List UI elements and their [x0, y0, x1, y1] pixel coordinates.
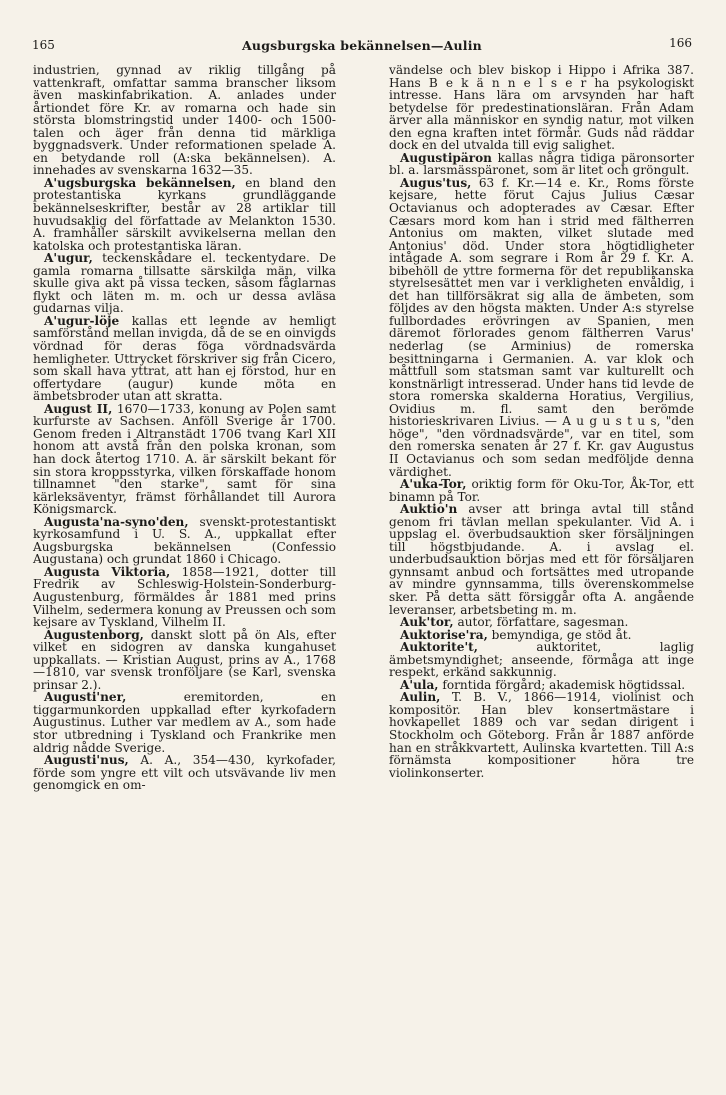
dictionary-entry: August II, 1670—1733, konung av Polen samt kurfurste av Sachsen. Anföll Sverige år 1700. Genom freden i Altranstädt 1706 tvang Karl XII honom att avstå från den polska kronan, som han dock återtog 1710. A. är särskilt bekant för sin stora kroppsstyrka, vilken förskaffade honom tillnamnet "den starke", samt för sina kärleksäventyr, främst förhållandet till Aurora Königsmarck. [33, 401, 336, 517]
dictionary-entry: Auktorise'ra, bemyndiga, ge stöd åt. [400, 627, 632, 642]
dictionary-entry: Auk'tor, autor, författare, sagesman. [400, 615, 629, 630]
dictionary-entry: Auktio'n avser att bringa avtal till stånd genom fri tävlan mellan spekulanter. Vid A. i uppslag el. överbudsauktion sker försäljningen till högstbjudande. A. i avslag el. underbudsauktion börjas med ett för försäljaren gynnsamt anbud och fortsättes med utropande av mindre gynnsamma, tills överenskommelse sker. På detta sätt försiggår ofta A. angående leveranser, arbetsbeting m. m. [389, 502, 694, 617]
headword: Auktorite't, [400, 640, 478, 655]
headword: Augustipäron [400, 150, 492, 165]
dictionary-entry: Augustenborg, danskt slott på ön Als, efter vilket en sidogren av danska kungahuset uppkallats. — Kristian August, prins av A., 1768—1810, var svensk tronföljare (se Karl, svenska prinsar 2.). [33, 627, 336, 692]
dictionary-entry: A'ugsburgska bekännelsen, en bland den protestantiska kyrkans grundläggande bekännelseskrifter, består av 28 artiklar till huvudsaklig del författade av Melankton 1530. A. framhåller särskilt avvikelserna mellan den katolska och protestantiska läran. [33, 175, 336, 253]
dictionary-entry: A'ugur, teckenskådare el. teckentydare. De gamla romarna tillsatte särskilda män, vilka skulle giva akt på vissa tecken, såsom fåglarnas flykt och läten m. m. och ur dessa avläsa gudarnas vilja. [33, 251, 336, 316]
headword: Augusti'nus, [44, 753, 129, 768]
headword: A'ugsburgska bekännelsen, [44, 175, 236, 190]
page-number-right: 166 [669, 36, 692, 50]
running-header [32, 36, 692, 56]
dictionary-entry: industrien, gynnad av riklig tillgång på vattenkraft, omfattar samma branscher liksom även maskinfabrikation. A. anlades under årtiondet före Kr. av romarna och hade sin största blomstringstid under 1400- och 1500-talen och äger från denna tid märkliga byggnadsverk. Under reformationen spelade A. en betydande roll (A:ska bekännelsen). A. innehades av svenskarna 1632—35. [33, 63, 336, 178]
headword: A'ula, [400, 677, 439, 692]
running-title: Augsburgska bekännelsen—Aulin [242, 38, 482, 53]
dictionary-entry: Aulin, T. B. V., 1866—1914, violinist och kompositör. Han blev konsertmästare i hovkapellet 1889 och var sedan dirigent i Stockholm och Göteborg. Från år 1887 anförde han en stråkkvartett, Aulinska kvartetten. Till A:s förnämsta kompositioner höra tre violinkonserter. [389, 690, 694, 780]
headword: Auktorise'ra, [400, 627, 488, 642]
headword: Augus'tus, [400, 175, 472, 190]
headword: Auktio'n [400, 502, 458, 517]
dictionary-entry: Augustipäron kallas några tidiga päronsorter bl. a. larsmässpäronet, som är litet och gröngult. [389, 150, 694, 178]
dictionary-entry: A'ugur-löje kallas ett leende av hemligt samförstånd mellan invigda, då de se en oinvigds vördnad för deras föga vördnadsvärda hemligheter. Uttrycket förskriver sig från Cicero, som skall hava yttrat, att han ej förstod, hur en offertydare (augur) kunde möta en ämbetsbroder utan att skratta. [33, 313, 336, 404]
right-column [389, 64, 694, 779]
dictionary-entry: Augusti'ner, eremitorden, en tiggarmunkorden uppkallad efter kyrkofadern Augustinus. Luther var medlem av A., som hade stor utbredning i Tyskland och Frankrike men aldrig nådde Sverige. [33, 690, 336, 755]
headword: Augusta'na-syno'den, [44, 514, 189, 529]
page-number-left: 165 [32, 38, 55, 52]
headword: Augusti'ner, [44, 690, 127, 705]
headword: A'ugur-löje [44, 313, 120, 328]
left-column [33, 64, 336, 792]
dictionary-entry: Auktorite't, auktoritet, laglig ämbetsmyndighet; anseende, förmåga att inge respekt, erkänd sakkunnig. [389, 640, 694, 680]
dictionary-entry: Augusta'na-syno'den, svenskt-protestantiskt kyrkosamfund i U. S. A., uppkallat efter Augsburgska bekännelsen (Confessio Augustana) och grundat 1860 i Chicago. [33, 514, 336, 567]
dictionary-entry: Augusti'nus, A. A., 354—430, kyrkofader, förde som yngre ett vilt och utsvävande liv men genomgick en om- [33, 753, 336, 793]
headword: Augustenborg, [44, 627, 144, 642]
headword: A'ugur, [44, 251, 93, 266]
headword: August II, [44, 401, 113, 416]
dictionary-entry: Augusta Viktoria, 1858—1921, dotter till Fredrik av Schleswig-Holstein-Sonderburg-Augustenburg, förmäldes år 1881 med prins Vilhelm, sedermera konung av Preussen och som kejsare av Tyskland, Vilhelm II. [33, 564, 336, 630]
dictionary-entry: Augus'tus, 63 f. Kr.—14 e. Kr., Roms förste kejsare, hette förut Cajus Julius Cæsar Octavianus och adopterades av Cæsar. Efter Cæsars mord kom han i strid med fältherren Antonius om makten, vilket slutade med Antonius' död. Under stora högtidligheter intågade A. som segrare i Rom år 29 f. Kr. A. bibehöll de yttre formerna för det republikanska styrelsesättet men var i verkligheten envåldig, i det han tillförsäkrat sig alla de ämbeten, som följdes av den högsta makten. Under A:s styrelse fullbordades erövringen av Spanien, men däremot förlorades genom fältherren Varus' nederlag (se Arminius) de romerska besittningarna i Germanien. A. var klok och måttfull som statsman samt var kulturellt och konstnärligt intresserad. Under hans tid levde de stora romerska skalderna Horatius, Vergilius, Ovidius m. fl. samt den berömde historieskrivaren Livius. — A u g u s t u s, "den höge", "den vördnadsvärde", var en titel, som den romerska senaten år 27 f. Kr. gav Augustus II Octavianus och som sedan medföljde denna värdighet. [389, 175, 694, 479]
dictionary-entry: A'uka-Tor, oriktig form för Oku-Tor, Åk-Tor, ett binamn på Tor. [389, 477, 694, 504]
headword: Auk'tor, [400, 615, 454, 630]
dictionary-entry: A'ula, forntida förgård; akademisk högtidssal. [400, 677, 686, 692]
headword: Augusta Viktoria, [44, 564, 171, 579]
headword: Aulin, [400, 690, 441, 705]
headword: A'uka-Tor, [400, 477, 467, 492]
dictionary-entry: vändelse och blev biskop i Hippo i Afrika 387. Hans B e k ä n n e l s e r ha psykologiskt intresse. Hans lära om arvsynden har haft betydelse för predestinationsläran. Från Adam ärver alla människor en syndig natur, mot vilken den egna kraften intet förmår. Guds nåd räddar dock en del utvalda till evig salighet. [389, 63, 694, 153]
